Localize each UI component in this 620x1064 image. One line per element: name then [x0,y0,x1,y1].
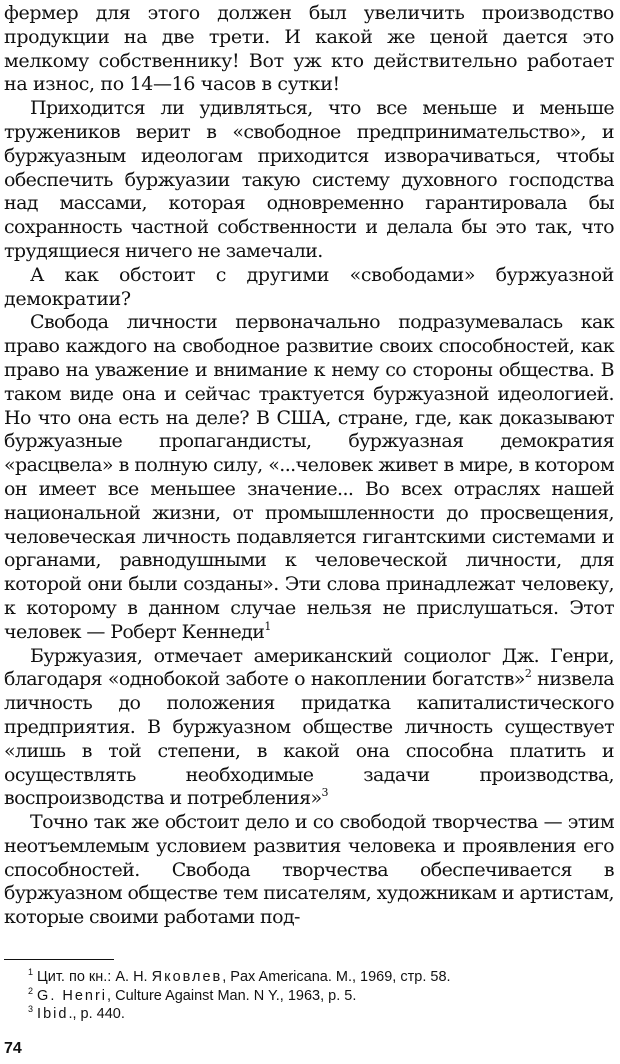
footnote-2-author: G. Henri [37,987,108,1004]
footnote-1-post: , Pax Americana. М., 1969, стр. 58. [222,969,451,985]
paragraph-1: фермер для этого должен был увеличить производство продукции на две трети. И какой же ценой дается это мелкому собственнику! Вот уж кто действительно работает на износ, по 14—16 часов в сутки! [4,2,614,96]
footnote-1-author: Яковлев [151,969,223,985]
paragraph-5-text-b: низвела личность до положения придатка капиталистического предприятия. В буржуазном обществе личность существует «лишь в той степени, в какой она способна платить и осуществлять необходимые задачи производства, воспроизводства и потребления» [4,668,614,810]
footnote-mark-2: 2 [28,985,34,996]
footnote-mark-1: 1 [28,967,34,977]
footnote-1-pre: Цит. по кн.: А. Н. [33,969,152,985]
footnote-ref-2[interactable]: 2 [524,667,532,681]
footnote-3-author: Ibid [37,1006,69,1022]
footnote-2 [4,987,614,1006]
footnote-2-post: , Culture Against Man. N Y., 1963, p. 5. [107,987,357,1004]
paragraph-4-text: Свобода личности первоначально подразумевалась как право каждого на свободное развитие своих способностей, как право на уважение и внимание к нему со стороны общества. В таком виде она и сейчас трактуется буржуазной идеологией. Но что она есть на деле? В США, стране, где, как доказывают буржуазные пропагандисты, буржуазная демократия «расцвела» в полную силу, «...человек живет в мире, в котором он имеет все меньшее значение... Во всех отраслях нашей национальной жизни, от промышленности до просвещения, человеческая личность подавляется гигантскими системами и органами, равнодушными к человеческой личности, для которой они были созданы». Эти слова принадлежат человеку, к которому в данном случае нельзя не прислушаться. Этот человек — Роберт Кеннеди [4,311,614,643]
paragraph-5-text-a: Буржуазия, отмечает американский социолог Дж. Генри, благодаря «однобокой заботе о накоплении богатств» [4,644,614,691]
paragraph-3: А как обстоит с другими «свободами» буржуазной демократии? [4,263,614,310]
footnote-3-post: ., p. 440. [68,1006,125,1022]
paragraph-6: Точно так же обстоит дело и со свободой творчества — этим неотъемлемым условием развития человека и проявления его способностей. Свобода творчества обеспечивается в буржуазном обществе тем писателям, художникам и артистам, которые своими работами под- [4,811,614,929]
footnote-1 [4,968,614,987]
paragraph-2: Приходится ли удивляться, что все меньше и меньше тружеников верит в «свободное предпринимательство», и буржуазным идеологам приходится изворачиваться, чтобы обеспечить буржуазии такую систему духовного господства над массами, которая одновременно гарантировала бы сохранность частной собственности и делала бы это так, что трудящиеся ничего не замечали. [4,97,614,262]
main-text [4,2,614,930]
page-number: 74 [4,1040,22,1057]
footnote-ref-3[interactable]: 3 [321,786,328,800]
footnote-ref-1[interactable]: 1 [264,619,271,633]
paragraph-4 [4,311,614,644]
paragraph-5 [4,645,614,812]
footnote-separator [4,959,114,960]
footnote-mark-3: 3 [28,1004,34,1014]
footnote-3 [4,1005,614,1024]
footnotes [4,968,614,1024]
